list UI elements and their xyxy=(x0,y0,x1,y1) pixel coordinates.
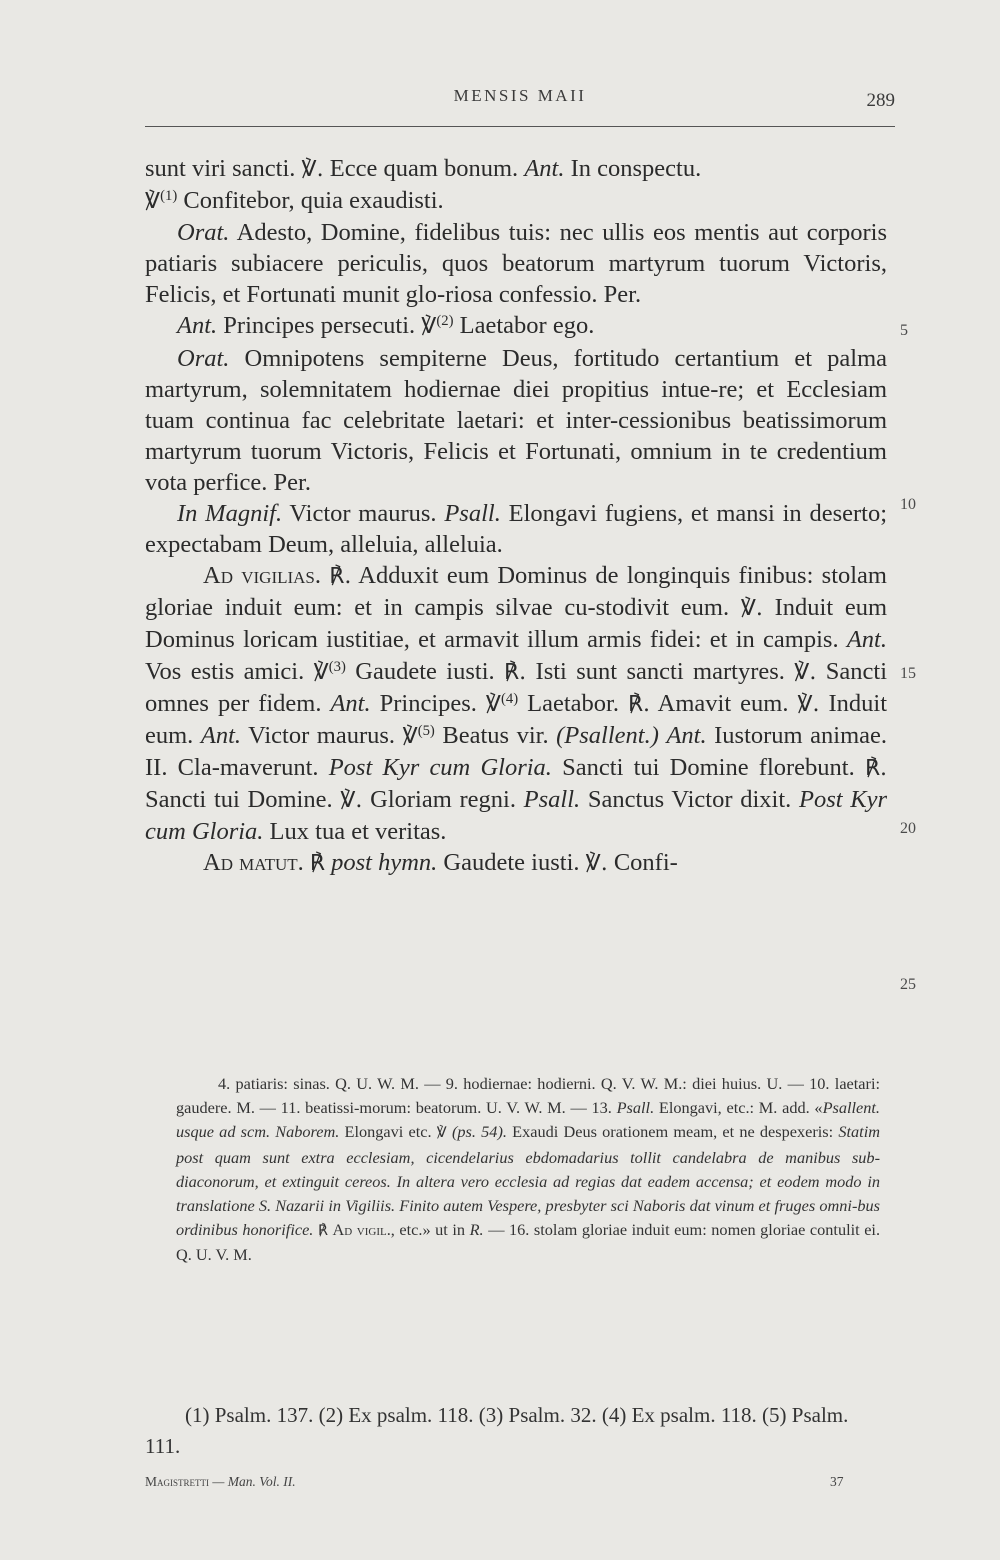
versicle-symbol: ℣ xyxy=(402,723,418,749)
line-number: 5 xyxy=(900,322,908,339)
versicle-symbol: ℣ xyxy=(145,189,161,215)
versicle-symbol: ℣ xyxy=(421,314,437,340)
paragraph: In Magnif. Victor maurus. Psall. Elongavi fugiens, et mansi in deserto; expectabam Deum, alleluia, alleluia. xyxy=(145,500,888,559)
versicle-symbol: ℣ xyxy=(313,659,329,685)
footnote-ref: (2) xyxy=(436,313,454,330)
running-title: MENSIS MAII xyxy=(453,86,587,105)
versicle-symbol: ℣ xyxy=(436,1124,447,1142)
response-symbol: ℟. xyxy=(864,755,888,781)
critical-apparatus xyxy=(176,1072,880,1268)
line-number: 15 xyxy=(900,665,916,682)
paragraph: Ad vigilias. ℟. Adduxit eum Dominus de longinquis finibus: stolam gloriae induit eum: et in campis silvae cu-stodivit eum. ℣. Induit eum Dominus loricam iustitiae, et armavit illum armis fidei: et in campis. Ant. Vos estis amici. ℣$^{(3)}$ Gaudete iusti. ℟. Isti sunt sancti martyres. ℣. Sancti omnes per fidem. Ant. Principes. ℣$^{(4)}$ Laetabor. ℟. Amavit eum. ℣. Induit eum. Ant. Victor maurus. ℣$^{(5)}$ Beatus vir. (Psallent.) Ant. Iustorum animae. II. Cla-maverunt. Post Kyr cum Gloria. Sancti tui Domine florebunt. ℟. Sancti tui Domine. ℣. Gloriam regni. Psall. Sanctus Victor dixit. Post Kyr cum Gloria. Lux tua et veritas. xyxy=(145,562,888,845)
line-number: 20 xyxy=(900,820,916,837)
versicle-symbol: ℣. xyxy=(740,596,763,622)
versicle-symbol: ℣. xyxy=(340,787,363,813)
versicle-symbol: ℣. xyxy=(797,691,820,717)
line-number: 25 xyxy=(900,976,916,993)
paragraph: Orat. Omnipotens sempiterne Deus, fortitudo certantium et palma martyrum, solemnitatem hodiernae diei propitius intue-re; et Ecclesiam tuam continua fac celebritate laetari: et inter-cessionibus beatissimorum martyrum tuorum Victoris, Felicis et Fortunati, omnium in te credentium vota perfice. Per. xyxy=(145,344,888,496)
paragraph: Ant. Principes persecuti. ℣$^{(2)}$ Laetabor ego. xyxy=(177,312,595,340)
main-text xyxy=(145,153,887,879)
response-symbol: ℟ xyxy=(309,851,325,877)
response-symbol: ℟. xyxy=(627,691,651,717)
line-number: 10 xyxy=(900,496,916,513)
versicle-symbol: ℣. xyxy=(585,851,608,877)
running-header xyxy=(145,86,895,127)
versicle-symbol: ℣ xyxy=(485,691,501,717)
response-symbol: ℟ xyxy=(317,1222,328,1240)
signature-number: 37 xyxy=(830,1474,844,1489)
response-symbol: ℟. xyxy=(504,659,527,685)
footnote-text: (1) Psalm. 137. (2) Ex psalm. 118. (3) Psalm. 32. (4) Ex psalm. 118. (5) Psalm. 111. xyxy=(145,1403,849,1458)
response-symbol: ℟. xyxy=(329,564,352,590)
footnotes xyxy=(145,1400,880,1462)
paragraph: Orat. Adesto, Domine, fidelibus tuis: nec ullis eos mentis aut corporis patiaris subiacere periculis, quos beatorum martyrum tuorum Victoris, Felicis, et Fortunati munit glo-riosa confessio. Per. xyxy=(145,219,887,309)
apparatus-text: 4. patiaris: sinas. Q. U. W. M. — 9. hodiernae: hodierni. Q. V. W. M.: diei huius. U. — 10. laetari: gaudere. M. — 11. beatissi-morum: beatorum. U. V. W. M. — 13. Psall. Elongavi, etc.: M. add. «Psallent. usque ad scm. Naborem. Elongavi etc. ℣ (ps. 54). Exaudi Deus orationem meam, et ne despexeris: Statim post quam sunt extra ecclesiam, cicendelarius ebdomadarius tollit candelabra de manibus sub-diaconorum, et extinguit cereos. In altera vero ecclesia ad regias dat eadem accensa; et eodem modo in translatione S. Nazarii in Vigiliis. Finito autem Vespere, presbyter sci Naboris dat vinum et fruges omni-bus ordinibus honorifice. ℟ Ad vigil., etc.» ut in R. — 16. stolam gloriae induit eum: nomen gloriae contulit ei. Q. U. V. M. xyxy=(176,1074,881,1265)
versicle-symbol: ℣. xyxy=(301,157,324,182)
footnote-ref: (3) xyxy=(328,658,346,675)
paragraph: Ad matut. ℟ post hymn. Gaudete iusti. ℣. Confi- xyxy=(203,849,678,877)
footnote-ref: (5) xyxy=(417,722,435,739)
signature-mark: Magistretti — Man. Vol. II. xyxy=(145,1474,296,1489)
page-number: 289 xyxy=(866,90,895,111)
footnote-ref: (1) xyxy=(160,188,178,205)
footnote-ref: (4) xyxy=(501,690,519,707)
paragraph: sunt viri sancti. ℣. Ecce quam bonum. Ant. In conspectu. ℣$^{(1)}$ Confitebor, quia exaudisti. xyxy=(145,155,702,215)
versicle-symbol: ℣. xyxy=(794,659,817,685)
